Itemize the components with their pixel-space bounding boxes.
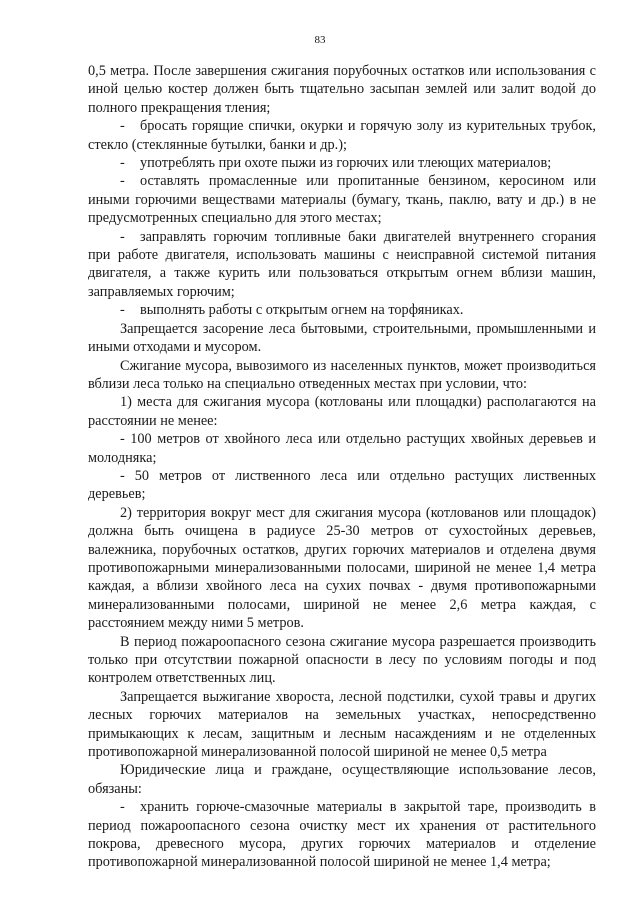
paragraph-text: Запрещается засорение леса бытовыми, строительными, промышленными и иными отходами и мусором.	[88, 320, 596, 356]
bullet-marker: -	[120, 228, 125, 245]
paragraph-text: Сжигание мусора, вывозимого из населенных пунктов, может производиться вблизи леса только на специально отведенных местах при условии, что:	[88, 357, 596, 392]
bullet-item	[88, 172, 596, 227]
paragraph	[88, 633, 596, 688]
paragraph	[88, 688, 596, 762]
paragraph-text: 1) места для сжигания мусора (котлованы или площадки) располагаются на расстоянии не менее:	[88, 394, 596, 429]
bullet-marker: -	[120, 302, 125, 319]
page-number: 83	[314, 34, 326, 46]
paragraph-text: В период пожароопасного сезона сжигание мусора разрешается производить только при отсутствии пожарной опасности в лесу по условиям погоды и под контролем ответственных лиц.	[88, 633, 596, 687]
paragraph-text: - 100 метров от хвойного леса или отдельно растущих хвойных деревьев и молодняка;	[88, 431, 596, 466]
bullet-item	[88, 117, 596, 154]
paragraph	[88, 62, 596, 117]
paragraph	[88, 504, 596, 633]
bullet-marker: -	[120, 173, 125, 190]
paragraph-text: бросать горящие спички, окурки и горячую золу из курительных трубок, стекло (стеклянные бутылки, банки и др.);	[88, 118, 596, 153]
paragraph	[88, 393, 596, 430]
paragraph	[88, 467, 596, 504]
document-body	[88, 62, 596, 872]
paragraph-text: хранить горюче-смазочные материалы в закрытой таре, производить в период пожароопасного сезона очистку мест их хранения от растительного покрова, древесного мусора, других горючих материалов и отделение противопожарной минерализованной полосой шириной не менее 1,4 метра;	[88, 799, 596, 871]
paragraph	[88, 320, 596, 357]
bullet-item	[88, 154, 596, 172]
bullet-marker: -	[120, 799, 125, 816]
bullet-item	[88, 228, 596, 302]
paragraph	[88, 761, 596, 798]
paragraph	[88, 430, 596, 467]
bullet-item	[88, 301, 596, 319]
paragraph-text: выполнять работы с открытым огнем на торфяниках.	[140, 302, 464, 319]
paragraph-text: заправлять горючим топливные баки двигателей внутреннего сгорания при работе двигателя, использовать машины с неисправной системой питания двигателя, а также курить или пользоваться открытым огнем вблизи машин, заправляемых горючим;	[88, 228, 596, 300]
paragraph-text: употреблять при охоте пыжи из горючих или тлеющих материалов;	[140, 155, 552, 172]
bullet-item	[88, 798, 596, 872]
paragraph-text: Запрещается выжигание хвороста, лесной подстилки, сухой травы и других лесных горючих материалов на земельных участках, непосредственно примыкающих к лесам, защитным и лесным насаждениям и не отделенных противопожарной минерализованной полосой шириной не менее 0,5 метра	[88, 688, 596, 761]
paragraph	[88, 357, 596, 394]
paragraph-text: оставлять промасленные или пропитанные бензином, керосином или иными горючими веществами материалы (бумагу, ткань, паклю, вату и др.) в не предусмотренных специально для этого местах;	[88, 173, 596, 227]
paragraph-text: 0,5 метра. После завершения сжигания порубочных остатков или использования с иной целью костер должен быть тщательно засыпан землей или залит водой до полного прекращения тления;	[88, 63, 596, 116]
bullet-marker: -	[120, 118, 125, 135]
bullet-marker: -	[120, 155, 125, 172]
paragraph-text: - 50 метров от лиственного леса или отдельно растущих лиственных деревьев;	[88, 467, 596, 503]
paragraph-text: 2) территория вокруг мест для сжигания мусора (котлованов или площадок) должна быть очищена в радиусе 25-30 метров от сухостойных деревьев, валежника, порубочных остатков, других горючих материалов и отделена двумя противопожарными минерализованными полосами, шириной не менее 1,4 метра каждая, а вблизи хвойного леса на сухих почвах - двумя противопожарными минерализованными полосами, шириной не менее 2,6 метра каждая, с расстоянием между ними 5 метров.	[88, 504, 596, 632]
paragraph-text: Юридические лица и граждане, осуществляющие использование лесов, обязаны:	[88, 762, 596, 797]
